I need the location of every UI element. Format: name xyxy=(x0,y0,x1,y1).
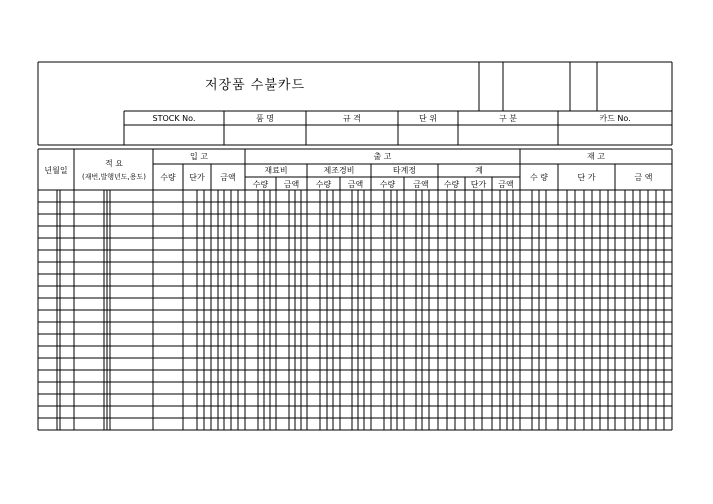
page-title: 저장품 수불카드 xyxy=(204,78,306,93)
header-category: 구 분 xyxy=(499,114,517,123)
col-date: 년월일 xyxy=(44,166,68,175)
stock-unit-price: 단 가 xyxy=(577,173,596,182)
issue-manufacturing-qty: 수량 xyxy=(315,180,332,189)
receipt-qty: 수량 xyxy=(160,173,176,182)
stock-qty: 수 량 xyxy=(530,173,548,182)
group-receipt: 입 고 xyxy=(190,152,208,161)
issue-total: 계 xyxy=(475,166,483,175)
issue-total-qty: 수량 xyxy=(443,180,460,189)
issue-material-qty: 수량 xyxy=(252,180,269,189)
issue-material-cost: 재료비 xyxy=(264,166,288,175)
header-spec: 규 격 xyxy=(343,114,361,123)
header-unit: 단 위 xyxy=(419,114,437,123)
header-stock-no: STOCK No. xyxy=(152,114,196,123)
issue-material-amount: 금액 xyxy=(283,180,300,189)
issue-manufacturing-cost: 제조경비 xyxy=(323,166,355,175)
col-summary-note: (재번,발행년도,용도) xyxy=(81,173,146,181)
receipt-unit-price: 단가 xyxy=(189,173,205,182)
issue-other-amount: 금액 xyxy=(413,180,429,189)
group-issue: 출 고 xyxy=(373,152,392,161)
issue-total-unit-price: 단가 xyxy=(470,180,487,189)
receipt-amount: 금액 xyxy=(220,173,236,182)
group-stock: 재 고 xyxy=(587,152,605,161)
stock-amount: 금 액 xyxy=(634,173,653,182)
issue-manufacturing-amount: 금액 xyxy=(347,180,364,189)
col-summary: 적 요 xyxy=(105,159,123,168)
header-item-name: 품 명 xyxy=(256,114,274,123)
issue-other-qty: 수량 xyxy=(379,180,396,189)
issue-total-amount: 금액 xyxy=(498,180,514,189)
header-card-no: 카드 No. xyxy=(599,114,631,123)
issue-other-account: 타계정 xyxy=(392,166,417,175)
